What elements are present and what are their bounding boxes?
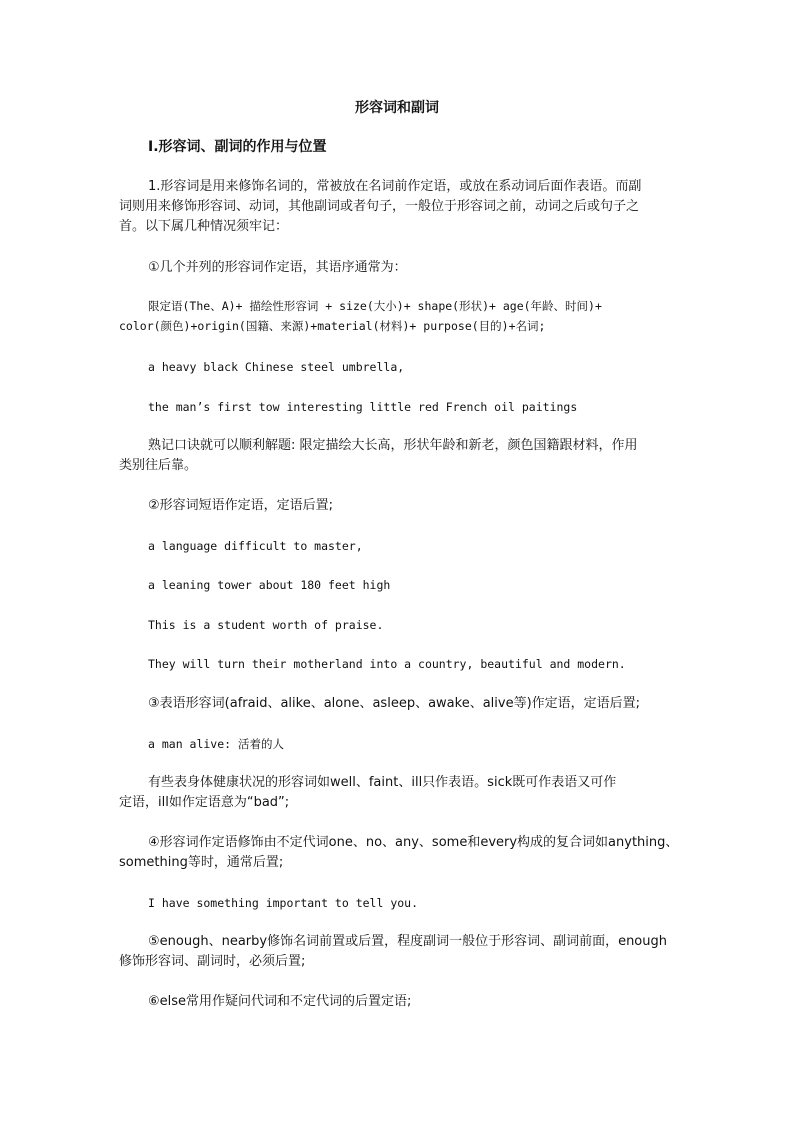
example-sentence: I have something important to tell you. — [148, 896, 419, 910]
paragraph-line: 首。以下属几种情况须牢记： — [119, 219, 289, 234]
rule-1-text: ①几个并列的形容词作定语，其语序通常为： — [148, 260, 407, 275]
paragraph-line: 类别往后靠。 — [119, 458, 198, 473]
example-sentence: a man alive: 活着的人 — [148, 737, 285, 751]
health-adjectives-paragraph — [119, 773, 679, 813]
mnemonic-paragraph — [119, 436, 679, 476]
example-sentence: a language difficult to master, — [148, 539, 363, 553]
rule-3-text: ③表语形容词(afraid、alike、alone、asleep、awake、alive等)作定语，定语后置; — [148, 696, 641, 711]
example-sentence: the man’s first tow interesting little red French oil paitings — [148, 400, 578, 414]
paragraph-line: ⑤enough、nearby修饰名词前置或后置，程度副词一般位于形容词、副词前面，enough — [148, 934, 667, 949]
paragraph-intro — [119, 177, 679, 237]
paragraph-line: 熟记口诀就可以顺利解题: 限定描绘大长高，形状年龄和新老，颜色国籍跟材料，作用 — [148, 438, 638, 453]
paragraph-line: something等时，通常后置; — [119, 855, 284, 870]
rule-4-text — [119, 833, 679, 873]
paragraph-line: 有些表身体健康状况的形容词如well、faint、ill只作表语。sick既可作表语又可作 — [148, 775, 617, 790]
page-title: 形容词和副词 — [355, 100, 439, 116]
paragraph-line: 1.形容词是用来修饰名词的，常被放在名词前作定语，或放在系动词后面作表语。而副 — [148, 179, 642, 194]
rule-5-text — [119, 932, 679, 972]
paragraph-line: 修饰形容词、副词时，必须后置; — [119, 954, 306, 969]
section-heading: I.形容词、副词的作用与位置 — [148, 139, 327, 155]
example-sentence: a leaning tower about 180 feet high — [148, 578, 391, 592]
paragraph-line: 词则用来修饰形容词、动词，其他副词或者句子，一般位于形容词之前，动词之后或句子之 — [119, 199, 640, 214]
example-sentence: They will turn their motherland into a country, beautiful and modern. — [148, 657, 626, 671]
rule-6-text: ⑥else常用作疑问代词和不定代词的后置定语; — [148, 994, 412, 1009]
example-sentence: This is a student worth of praise. — [148, 618, 384, 632]
example-sentence: a heavy black Chinese steel umbrella, — [148, 360, 405, 374]
paragraph-line: 限定语(The、A)+ 描绘性形容词 + size(大小)+ shape(形状)+ age(年龄、时间)+ — [148, 299, 602, 313]
rule-2-text: ②形容词短语作定语，定语后置; — [148, 498, 334, 513]
paragraph-line: 定语，ill如作定语意为“bad”; — [119, 795, 290, 810]
paragraph-line: ④形容词作定语修饰由不定代词one、no、any、some和every构成的复合词如anything、 — [148, 835, 679, 850]
word-order-formula — [119, 296, 679, 336]
paragraph-line: color(颜色)+origin(国籍、来源)+material(材料)+ purpose(目的)+名词; — [119, 319, 546, 333]
